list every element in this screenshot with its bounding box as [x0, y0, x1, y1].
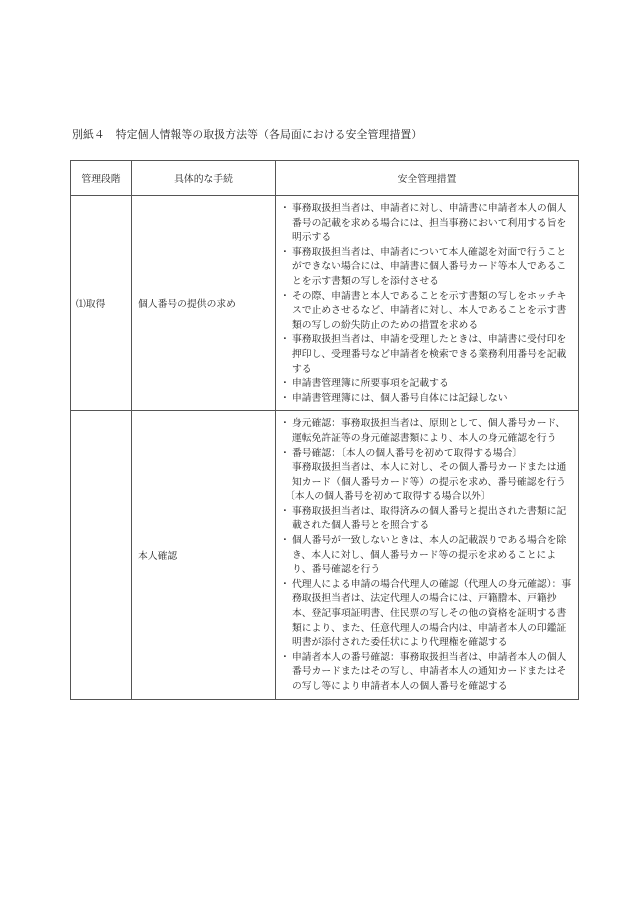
measure-item: ・ その際、申請書と本人であることを示す書類の写しをホッチキスで止めさせるなど、申請者に対し、本人であることを示す書類の写しの紛失防止のための措置を求める: [282, 290, 574, 334]
measures-cell: [276, 196, 579, 411]
measure-item: ・ 申請者本人の番号確認：事務取扱担当者は、申請者本人の個人番号カードまたはその写し、申請者本人の通知カードまたはその写し等により申請者本人の個人番号を確認する: [282, 651, 574, 695]
measure-list: [282, 417, 574, 694]
document-title: 別紙４ 特定個人情報等の取扱方法等（各局面における安全管理措置）: [72, 128, 423, 141]
measure-item: ・ 身元確認：事務取扱担当者は、原則として、個人番号カード、運転免許証等の身元確認書類により、本人の身元確認を行う: [282, 417, 574, 446]
procedure-cell: 個人番号の提供の求め: [132, 196, 276, 411]
stage-cell: ⑴取得: [71, 196, 132, 411]
measure-item: ・ 事務取扱担当者は、取得済みの個人番号と提出された書類に記載された個人番号とを照合する: [282, 505, 574, 534]
measure-item: ・ 事務取扱担当者は、申請者に対し、申請書に申請者本人の個人番号の記載を求める場合には、担当事務において利用する旨を明示する: [282, 202, 574, 246]
measure-list: [282, 202, 574, 406]
measure-item: ・ 申請書管理簿には、個人番号自体には記録しない: [282, 392, 574, 407]
measure-item: ・ 個人番号が一致しないときは、本人の記載誤りである場合を除き、本人に対し、個人番号カード等の提示を求めることにより、番号確認を行う: [282, 534, 574, 578]
measure-item: ・ 代理人による申請の場合代理人の確認（代理人の身元確認）：事務取扱担当者は、法定代理人の場合には、戸籍謄本、戸籍抄本、登記事項証明書、住民票の写しその他の資格を証明する書類により、また、任意代理人の場合内は、申請者本人の印鑑証明書が添付された委任状により代理権を確認する: [282, 578, 574, 651]
header-procedure: 具体的な手続: [132, 161, 276, 196]
header-measures: 安全管理措置: [276, 161, 579, 196]
measures-cell: [276, 411, 579, 699]
stage-cell: [71, 411, 132, 699]
table-header-row: [71, 161, 579, 196]
measure-item: 〔本人の個人番号を初めて取得する場合以外〕: [285, 491, 491, 503]
measure-item: 事務取扱担当者は、本人に対し、その個人番号カードまたは通知カード（個人番号カード等）の提示を求め、番号確認を行う: [292, 462, 567, 488]
measure-item: ・ 申請書管理簿に所要事項を記載する: [282, 377, 574, 392]
measure-item: ・ 事務取扱担当者は、申請を受理したときは、申請書に受付印を押印し、受理番号など申請者を検索できる業務利用番号を記載する: [282, 333, 574, 377]
header-stage: 管理段階: [71, 161, 132, 196]
measure-item: ・ 事務取扱担当者は、申請者について本人確認を対面で行うことができない場合には、申請書に個人番号カード等本人であることを示す書類の写しを添付させる: [282, 246, 574, 290]
procedure-cell: 本人確認: [132, 411, 276, 699]
security-measures-table: [70, 160, 579, 700]
table-row: [71, 411, 579, 699]
table-row: [71, 196, 579, 411]
measure-item: ・ 番号確認：〔本人の個人番号を初めて取得する場合〕: [282, 447, 574, 462]
